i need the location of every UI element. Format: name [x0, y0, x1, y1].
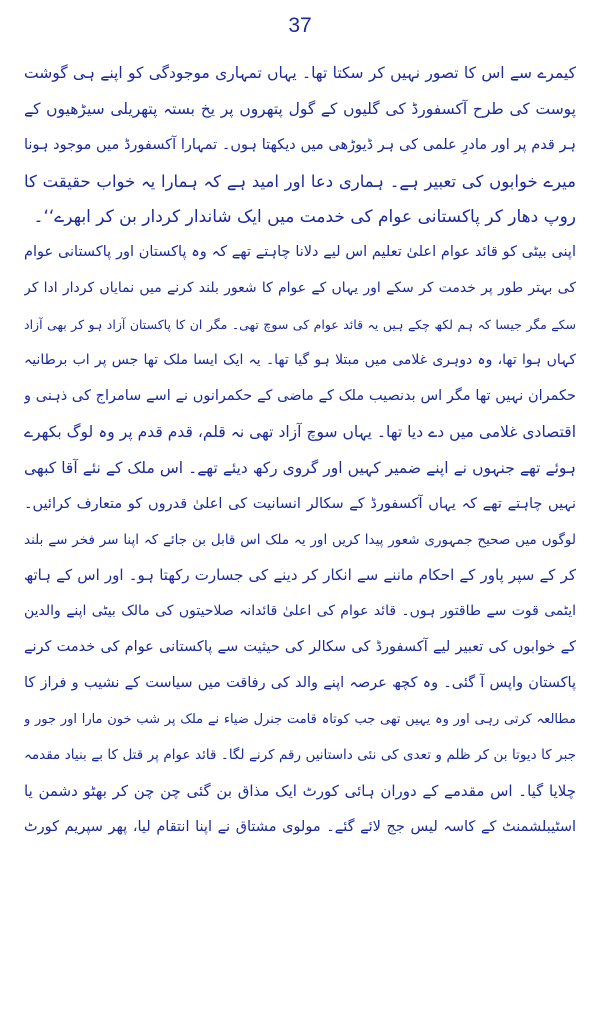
text-line: مطالعہ کرتی رہی اور وہ یہیں تھی جب کوتاہ قامت جنرل ضیاء نے ملک پر شب خون مارا اور جور و	[24, 712, 576, 728]
body-text	[24, 56, 576, 846]
text-line: کے خوابوں کی تعبیر لیے آکسفورڈ کی سکالر کی حیثیت سے پاکستانی عوام کی خدمت کرنے	[24, 639, 576, 656]
text-line: ایٹمی قوت سے طاقتور ہوں۔ قائد عوام کی اعلیٰ قائدانہ صلاحیتوں کی مالک بیٹی اپنے والدین	[24, 603, 576, 620]
text-line: حکمران نہیں تھا مگر اس بدنصیب ملک کے ماضی کے حکمرانوں نے اسے سامراج کی ذہنی و	[24, 388, 576, 405]
text-line: کہاں ہوا تھا، وہ دوہری غلامی میں مبتلا ہو گیا تھا۔ یہ ایک ایسا ملک تھا جس پر اب برطانیہ	[24, 352, 576, 369]
text-line: کر کے سپر پاور کے احکام ماننے سے انکار کر دینے کی جسارت رکھتا ہو۔ اور اس کے ہاتھ	[24, 566, 576, 585]
text-line: اپنی بیٹی کو قائد عوام اعلیٰ تعلیم اس لیے دلانا چاہتے تھے کہ وہ پاکستان اور پاکستانی عوام	[24, 244, 576, 261]
text-line: روپ دھار کر پاکستانی عوام کی خدمت میں ایک شاندار کردار بن کر ابھرے‘‘۔	[33, 206, 576, 227]
text-line: کیمرے سے اس کا تصور نہیں کر سکتا تھا۔ یہاں تمہاری موجودگی کو اپنے ہی گوشت	[24, 64, 576, 82]
page-number: 37	[288, 14, 312, 37]
text-line: ہوئے تھے جنہوں نے اپنے ضمیر کہیں اور گروی رکھ دیئے تھے۔ اس ملک کے نئے آقا کبھی	[24, 458, 576, 477]
text-line: ہر قدم پر اور مادرِ علمی کی ہر ڈیوڑھی میں دیکھتا ہوں۔ تمہارا آکسفورڈ میں موجود ہونا	[24, 136, 576, 153]
text-line: چلایا گیا۔ اس مقدمے کے دوران ہائی کورٹ ایک مذاق بن گئی چن چن کر بھٹو دشمن یا	[24, 781, 576, 800]
text-line: نہیں چاہتے تھے کہ یہاں آکسفورڈ کے سکالر انسانیت کی اعلیٰ قدروں کو متعارف کرائیں۔	[24, 495, 576, 512]
text-line: پوست کی طرح آکسفورڈ کی گلیوں کے گول پتھروں پر یخ بستہ پتھریلی سیڑھیوں کے	[24, 99, 576, 118]
text-line: جبر کا دیوتا بن کر ظلم و تعدی کی نئی داستانیں رقم کرنے لگا۔ قائد عوام پر قتل کا بے بنیاد مقدمہ	[24, 746, 576, 763]
text-line: پاکستان واپس آ گئی۔ وہ کچھ عرصہ اپنے والد کی رفاقت میں سیاست کے نشیب و فراز کا	[24, 675, 576, 692]
text-line: اقتصادی غلامی میں دے دیا تھا۔ یہاں سوچ آزاد تھی نہ قلم، قدم قدم پر وہ لوگ بکھرے	[24, 422, 576, 441]
text-line: کی بہتر طور پر خدمت کر سکے اور یہاں کے عوام کا شعور بلند کرنے میں نمایاں کردار ادا کر	[24, 280, 576, 297]
text-line: اسٹیبلشمنٹ کے کاسہ لیس جج لائے گئے۔ مولوی مشتاق نے اپنا انتقام لیا، پھر سپریم کورٹ	[24, 818, 576, 835]
text-line: لوگوں میں صحیح جمہوری شعور پیدا کریں اور یہ ملک اس قابل بن جائے کہ اپنا سر فخر سے بلند	[24, 531, 576, 548]
text-line: سکے مگر جیسا کہ ہم لکھ چکے ہیں یہ قائد عوام کی سوچ تھی۔ مگر ان کا پاکستان آزاد ہو کر بھی آزاد	[24, 317, 576, 333]
text-line: میرے خوابوں کی تعبیر ہے۔ ہماری دعا اور امید ہے کہ ہمارا یہ خواب حقیقت کا	[24, 171, 576, 191]
